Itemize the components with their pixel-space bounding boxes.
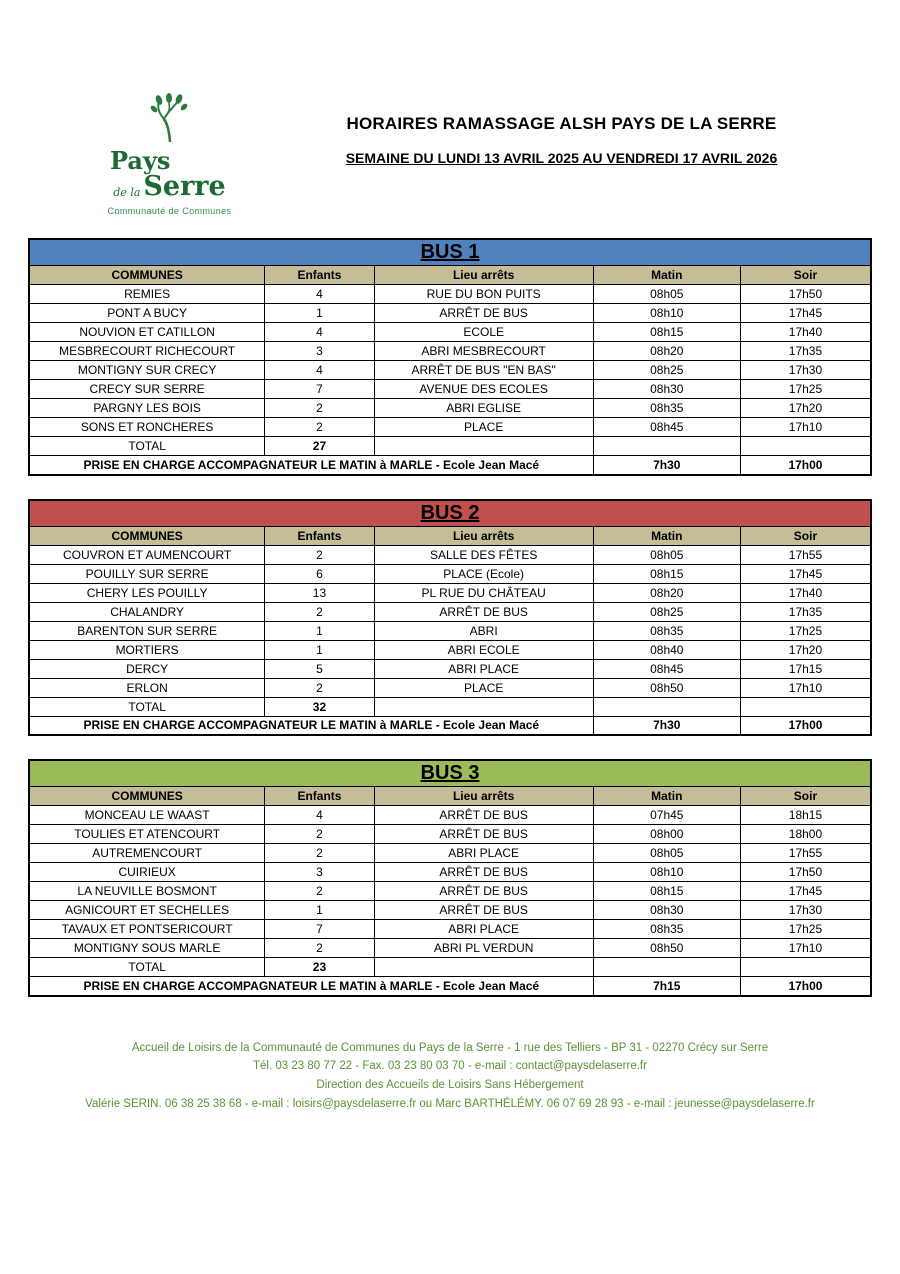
soir-cell: 17h15 xyxy=(740,659,871,678)
commune-cell: MONCEAU LE WAAST xyxy=(29,806,265,825)
commune-cell: CUIRIEUX xyxy=(29,863,265,882)
total-value-cell: 23 xyxy=(265,958,374,977)
table-row xyxy=(29,640,871,659)
lieu-cell: PL RUE DU CHÂTEAU xyxy=(374,583,593,602)
total-row xyxy=(29,437,871,456)
page-subtitle: SEMAINE DU LUNDI 13 AVRIL 2025 AU VENDREDI 17 AVRIL 2026 xyxy=(345,150,778,166)
enfants-cell: 2 xyxy=(265,882,374,901)
table-row xyxy=(29,844,871,863)
soir-cell: 17h35 xyxy=(740,602,871,621)
logo-wordmark xyxy=(62,146,277,203)
commune-cell: CHERY LES POUILLY xyxy=(29,583,265,602)
commune-cell: DERCY xyxy=(29,659,265,678)
enfants-cell: 2 xyxy=(265,418,374,437)
enfants-cell: 2 xyxy=(265,399,374,418)
logo-de-la: de la xyxy=(113,185,141,199)
note-row xyxy=(29,977,871,996)
enfants-cell: 4 xyxy=(265,361,374,380)
commune-cell: CHALANDRY xyxy=(29,602,265,621)
column-header-soir: Soir xyxy=(740,787,871,806)
table-row xyxy=(29,882,871,901)
soir-cell: 17h45 xyxy=(740,564,871,583)
bus-title-row xyxy=(29,500,871,527)
enfants-cell: 4 xyxy=(265,285,374,304)
column-header-lieu-arrets: Lieu arrêts xyxy=(374,787,593,806)
enfants-cell: 13 xyxy=(265,583,374,602)
enfants-cell: 2 xyxy=(265,602,374,621)
empty-cell xyxy=(593,697,740,716)
footer-persons-line: Valérie SERIN. 06 38 25 38 68 - e-mail : loisirs@paysdelaserre.fr ou Marc BARTHÉLÉMY. 06 07 69 28 93 - e-mail : jeunesse@paysdelaserre.fr xyxy=(85,1098,815,1111)
matin-cell: 08h35 xyxy=(593,621,740,640)
note-matin-cell: 7h30 xyxy=(593,716,740,735)
column-header-enfants: Enfants xyxy=(265,787,374,806)
table-row xyxy=(29,939,871,958)
soir-cell: 17h40 xyxy=(740,583,871,602)
soir-cell: 17h55 xyxy=(740,545,871,564)
total-value-cell: 27 xyxy=(265,437,374,456)
note-soir-cell: 17h00 xyxy=(740,456,871,475)
empty-cell xyxy=(593,437,740,456)
lieu-cell: ABRI PL VERDUN xyxy=(374,939,593,958)
commune-cell: CRECY SUR SERRE xyxy=(29,380,265,399)
lieu-cell: PLACE xyxy=(374,418,593,437)
table-row xyxy=(29,920,871,939)
bus-table xyxy=(28,238,872,476)
commune-cell: BARENTON SUR SERRE xyxy=(29,621,265,640)
soir-cell: 17h25 xyxy=(740,920,871,939)
soir-cell: 17h25 xyxy=(740,380,871,399)
enfants-cell: 3 xyxy=(265,342,374,361)
page-title: HORAIRES RAMASSAGE ALSH PAYS DE LA SERRE xyxy=(346,114,777,133)
matin-cell: 08h35 xyxy=(593,920,740,939)
commune-cell: COUVRON ET AUMENCOURT xyxy=(29,545,265,564)
tree-icon xyxy=(147,92,193,142)
column-header-lieu-arrets: Lieu arrêts xyxy=(374,266,593,285)
lieu-cell: PLACE xyxy=(374,678,593,697)
matin-cell: 08h30 xyxy=(593,380,740,399)
enfants-cell: 1 xyxy=(265,640,374,659)
note-cell: PRISE EN CHARGE ACCOMPAGNATEUR LE MATIN à MARLE - Ecole Jean Macé xyxy=(29,716,593,735)
enfants-cell: 2 xyxy=(265,844,374,863)
column-header-communes: COMMUNES xyxy=(29,266,265,285)
matin-cell: 08h15 xyxy=(593,323,740,342)
enfants-cell: 3 xyxy=(265,863,374,882)
total-row xyxy=(29,697,871,716)
enfants-cell: 4 xyxy=(265,806,374,825)
logo-pays: Pays xyxy=(110,146,171,175)
note-matin-cell: 7h15 xyxy=(593,977,740,996)
total-row xyxy=(29,958,871,977)
column-header-row xyxy=(29,526,871,545)
table-row xyxy=(29,659,871,678)
soir-cell: 17h20 xyxy=(740,399,871,418)
lieu-cell: ARRÊT DE BUS xyxy=(374,304,593,323)
table-row xyxy=(29,806,871,825)
note-matin-cell: 7h30 xyxy=(593,456,740,475)
soir-cell: 17h55 xyxy=(740,844,871,863)
table-row xyxy=(29,304,871,323)
commune-cell: MONTIGNY SOUS MARLE xyxy=(29,939,265,958)
soir-cell: 17h45 xyxy=(740,882,871,901)
lieu-cell: PLACE (Ecole) xyxy=(374,564,593,583)
column-header-row xyxy=(29,787,871,806)
lieu-cell: ABRI EGLISE xyxy=(374,399,593,418)
soir-cell: 17h50 xyxy=(740,863,871,882)
footer-address-line: Accueil de Loisirs de la Communauté de Communes du Pays de la Serre - 1 rue des Telliers - BP 31 - 02270 Crécy sur Serre xyxy=(131,1041,769,1054)
enfants-cell: 7 xyxy=(265,920,374,939)
lieu-cell: SALLE DES FÊTES xyxy=(374,545,593,564)
matin-cell: 08h15 xyxy=(593,882,740,901)
soir-cell: 17h10 xyxy=(740,678,871,697)
lieu-cell: RUE DU BON PUITS xyxy=(374,285,593,304)
note-soir-cell: 17h00 xyxy=(740,716,871,735)
column-header-communes: COMMUNES xyxy=(29,526,265,545)
lieu-cell: ECOLE xyxy=(374,323,593,342)
soir-cell: 17h35 xyxy=(740,342,871,361)
commune-cell: NOUVION ET CATILLON xyxy=(29,323,265,342)
enfants-cell: 4 xyxy=(265,323,374,342)
soir-cell: 18h15 xyxy=(740,806,871,825)
soir-cell: 17h10 xyxy=(740,939,871,958)
footer-direction-line: Direction des Accueils de Loisirs Sans Hébergement xyxy=(316,1079,584,1092)
empty-cell xyxy=(740,437,871,456)
commune-cell: AGNICOURT ET SECHELLES xyxy=(29,901,265,920)
bus-title-cell xyxy=(29,760,871,787)
enfants-cell: 5 xyxy=(265,659,374,678)
column-header-enfants: Enfants xyxy=(265,266,374,285)
table-row xyxy=(29,602,871,621)
matin-cell: 08h25 xyxy=(593,602,740,621)
enfants-cell: 2 xyxy=(265,545,374,564)
column-header-row xyxy=(29,266,871,285)
matin-cell: 08h45 xyxy=(593,418,740,437)
table-row xyxy=(29,901,871,920)
column-header-matin: Matin xyxy=(593,787,740,806)
total-label-cell: TOTAL xyxy=(29,697,265,716)
lieu-cell: ARRÊT DE BUS xyxy=(374,863,593,882)
commune-cell: MONTIGNY SUR CRECY xyxy=(29,361,265,380)
matin-cell: 08h05 xyxy=(593,285,740,304)
column-header-lieu-arrets: Lieu arrêts xyxy=(374,526,593,545)
lieu-cell: ARRÊT DE BUS xyxy=(374,901,593,920)
enfants-cell: 2 xyxy=(265,939,374,958)
empty-cell xyxy=(740,958,871,977)
lieu-cell: ARRÊT DE BUS xyxy=(374,806,593,825)
matin-cell: 08h00 xyxy=(593,825,740,844)
matin-cell: 08h20 xyxy=(593,583,740,602)
matin-cell: 08h05 xyxy=(593,844,740,863)
column-header-matin: Matin xyxy=(593,526,740,545)
column-header-soir: Soir xyxy=(740,526,871,545)
commune-cell: LA NEUVILLE BOSMONT xyxy=(29,882,265,901)
table-row xyxy=(29,545,871,564)
commune-cell: POUILLY SUR SERRE xyxy=(29,564,265,583)
lieu-cell: ARRÊT DE BUS xyxy=(374,882,593,901)
pays-de-la-serre-logo xyxy=(62,92,277,216)
note-cell: PRISE EN CHARGE ACCOMPAGNATEUR LE MATIN à MARLE - Ecole Jean Macé xyxy=(29,456,593,475)
total-value-cell: 32 xyxy=(265,697,374,716)
table-row xyxy=(29,380,871,399)
note-row xyxy=(29,456,871,475)
column-header-matin: Matin xyxy=(593,266,740,285)
column-header-enfants: Enfants xyxy=(265,526,374,545)
lieu-cell: ABRI MESBRECOURT xyxy=(374,342,593,361)
lieu-cell: ARRÊT DE BUS xyxy=(374,602,593,621)
soir-cell: 17h25 xyxy=(740,621,871,640)
lieu-cell: ARRÊT DE BUS xyxy=(374,825,593,844)
enfants-cell: 6 xyxy=(265,564,374,583)
commune-cell: MESBRECOURT RICHECOURT xyxy=(29,342,265,361)
soir-cell: 18h00 xyxy=(740,825,871,844)
soir-cell: 17h40 xyxy=(740,323,871,342)
title-block xyxy=(277,92,856,166)
bus-tables-container xyxy=(0,238,900,997)
bus-title: BUS 2 xyxy=(420,501,480,524)
soir-cell: 17h45 xyxy=(740,304,871,323)
matin-cell: 08h10 xyxy=(593,304,740,323)
bus-title-row xyxy=(29,239,871,266)
commune-cell: PARGNY LES BOIS xyxy=(29,399,265,418)
table-row xyxy=(29,418,871,437)
bus-title: BUS 1 xyxy=(420,241,480,263)
column-header-soir: Soir xyxy=(740,266,871,285)
table-row xyxy=(29,323,871,342)
bus-title-row xyxy=(29,760,871,787)
lieu-cell: ABRI ECOLE xyxy=(374,640,593,659)
commune-cell: ERLON xyxy=(29,678,265,697)
lieu-cell: ABRI PLACE xyxy=(374,659,593,678)
bus-table xyxy=(28,759,872,997)
commune-cell: REMIES xyxy=(29,285,265,304)
matin-cell: 08h40 xyxy=(593,640,740,659)
empty-cell xyxy=(593,958,740,977)
footer-contact-line: Tél. 03 23 80 77 22 - Fax. 03 23 80 03 70 - e-mail : contact@paysdelaserre.fr xyxy=(253,1060,647,1073)
commune-cell: AUTREMENCOURT xyxy=(29,844,265,863)
matin-cell: 08h10 xyxy=(593,863,740,882)
enfants-cell: 1 xyxy=(265,901,374,920)
note-row xyxy=(29,716,871,735)
soir-cell: 17h50 xyxy=(740,285,871,304)
commune-cell: SONS ET RONCHERES xyxy=(29,418,265,437)
empty-cell xyxy=(374,958,593,977)
matin-cell: 08h30 xyxy=(593,901,740,920)
lieu-cell: ARRÊT DE BUS "EN BAS" xyxy=(374,361,593,380)
table-row xyxy=(29,399,871,418)
enfants-cell: 7 xyxy=(265,380,374,399)
document-header xyxy=(0,0,900,216)
column-header-communes: COMMUNES xyxy=(29,787,265,806)
empty-cell xyxy=(740,697,871,716)
empty-cell xyxy=(374,437,593,456)
commune-cell: TOULIES ET ATENCOURT xyxy=(29,825,265,844)
enfants-cell: 1 xyxy=(265,621,374,640)
lieu-cell: ABRI xyxy=(374,621,593,640)
matin-cell: 08h20 xyxy=(593,342,740,361)
table-row xyxy=(29,285,871,304)
soir-cell: 17h30 xyxy=(740,901,871,920)
table-row xyxy=(29,678,871,697)
table-row xyxy=(29,621,871,640)
total-label-cell: TOTAL xyxy=(29,437,265,456)
table-row xyxy=(29,342,871,361)
matin-cell: 07h45 xyxy=(593,806,740,825)
logo-serre: Serre xyxy=(143,171,226,203)
bus-title-cell xyxy=(29,500,871,527)
soir-cell: 17h20 xyxy=(740,640,871,659)
matin-cell: 08h05 xyxy=(593,545,740,564)
table-row xyxy=(29,583,871,602)
matin-cell: 08h45 xyxy=(593,659,740,678)
total-label-cell: TOTAL xyxy=(29,958,265,977)
commune-cell: MORTIERS xyxy=(29,640,265,659)
empty-cell xyxy=(374,697,593,716)
matin-cell: 08h25 xyxy=(593,361,740,380)
bus-table xyxy=(28,499,872,737)
bus-title: BUS 3 xyxy=(420,762,480,784)
matin-cell: 08h50 xyxy=(593,678,740,697)
soir-cell: 17h30 xyxy=(740,361,871,380)
table-row xyxy=(29,863,871,882)
enfants-cell: 1 xyxy=(265,304,374,323)
table-row xyxy=(29,825,871,844)
soir-cell: 17h10 xyxy=(740,418,871,437)
lieu-cell: ABRI PLACE xyxy=(374,920,593,939)
enfants-cell: 2 xyxy=(265,678,374,697)
matin-cell: 08h50 xyxy=(593,939,740,958)
logo-tagline: Communauté de Communes xyxy=(107,206,232,216)
commune-cell: TAVAUX ET PONTSERICOURT xyxy=(29,920,265,939)
table-row xyxy=(29,564,871,583)
enfants-cell: 2 xyxy=(265,825,374,844)
note-cell: PRISE EN CHARGE ACCOMPAGNATEUR LE MATIN à MARLE - Ecole Jean Macé xyxy=(29,977,593,996)
document-footer xyxy=(0,1039,900,1115)
note-soir-cell: 17h00 xyxy=(740,977,871,996)
commune-cell: PONT A BUCY xyxy=(29,304,265,323)
matin-cell: 08h15 xyxy=(593,564,740,583)
bus-title-cell xyxy=(29,239,871,266)
table-row xyxy=(29,361,871,380)
lieu-cell: ABRI PLACE xyxy=(374,844,593,863)
matin-cell: 08h35 xyxy=(593,399,740,418)
lieu-cell: AVENUE DES ECOLES xyxy=(374,380,593,399)
